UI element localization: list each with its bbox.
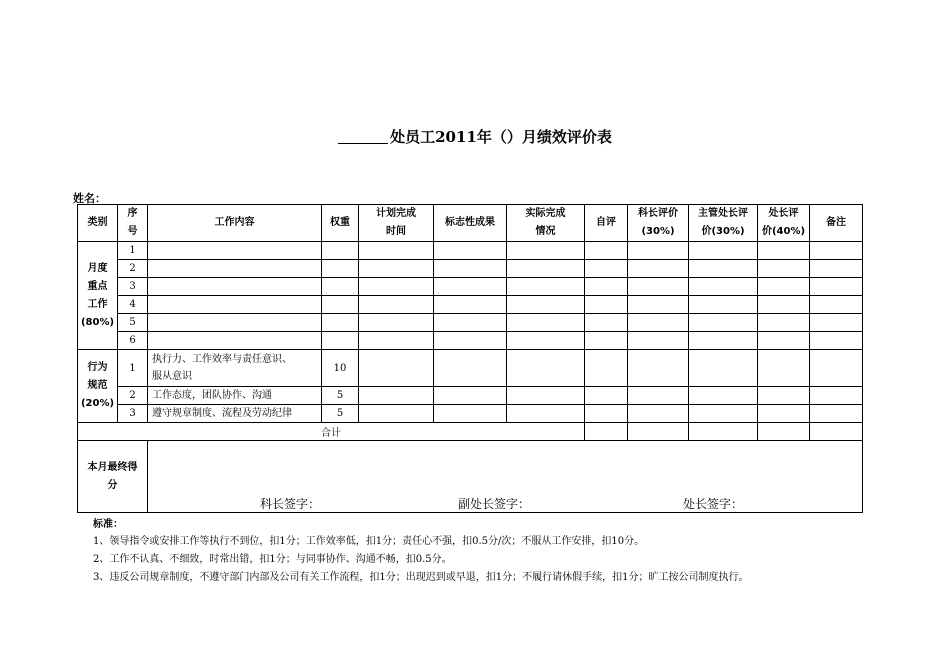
weight-cell[interactable]: [322, 332, 359, 350]
monthly-category: 月度 重点 工作 (80%): [78, 242, 118, 350]
weight-cell[interactable]: [322, 278, 359, 296]
deputy-total[interactable]: [689, 423, 758, 441]
signature-area: [148, 441, 863, 513]
total-label: 合计: [78, 423, 585, 441]
result-cell[interactable]: [434, 314, 507, 332]
remark-total[interactable]: [810, 423, 863, 441]
content-cell[interactable]: [148, 278, 322, 296]
table-row: [78, 278, 863, 296]
actual-cell[interactable]: [507, 296, 585, 314]
result-cell[interactable]: [434, 350, 507, 387]
director-cell[interactable]: [758, 332, 810, 350]
section-chief-cell[interactable]: [628, 260, 689, 278]
weight-value: 5: [322, 387, 359, 405]
header-director: 处长评 价(40%): [758, 205, 810, 242]
result-cell[interactable]: [434, 387, 507, 405]
header-self: 自评: [585, 205, 628, 242]
plan-cell[interactable]: [359, 260, 434, 278]
header-actual: 实际完成 情况: [507, 205, 585, 242]
header-seq: 序 号: [118, 205, 148, 242]
deputy-cell[interactable]: [689, 387, 758, 405]
self-cell[interactable]: [585, 260, 628, 278]
section-chief-cell[interactable]: [628, 296, 689, 314]
plan-cell[interactable]: [359, 278, 434, 296]
row-seq: 6: [118, 332, 148, 350]
director-cell[interactable]: [758, 260, 810, 278]
actual-cell[interactable]: [507, 278, 585, 296]
remark-cell[interactable]: [810, 332, 863, 350]
header-weight: 权重: [322, 205, 359, 242]
signature-container: [148, 442, 862, 512]
form-title: [0, 126, 950, 147]
self-cell[interactable]: [585, 242, 628, 260]
remark-cell[interactable]: [810, 387, 863, 405]
section-chief-cell[interactable]: [628, 350, 689, 387]
director-cell[interactable]: [758, 405, 810, 423]
director-cell[interactable]: [758, 350, 810, 387]
evaluation-table: [77, 204, 863, 513]
section-chief-cell[interactable]: [628, 387, 689, 405]
table-row: [78, 350, 863, 387]
deputy-cell[interactable]: [689, 314, 758, 332]
table-row: [78, 332, 863, 350]
table-row: [78, 242, 863, 260]
row-seq: 1: [118, 350, 148, 387]
self-cell[interactable]: [585, 296, 628, 314]
director-cell[interactable]: [758, 242, 810, 260]
row-seq: 2: [118, 387, 148, 405]
remark-cell[interactable]: [810, 296, 863, 314]
section-chief-cell[interactable]: [628, 314, 689, 332]
table-row: [78, 387, 863, 405]
actual-cell[interactable]: [507, 387, 585, 405]
plan-cell[interactable]: [359, 332, 434, 350]
actual-cell[interactable]: [507, 314, 585, 332]
deputy-signature[interactable]: 副处长签字：: [458, 496, 531, 511]
remark-cell[interactable]: [810, 405, 863, 423]
deputy-cell[interactable]: [689, 296, 758, 314]
content-cell[interactable]: [148, 242, 322, 260]
header-section-chief: 科长评价 (30%): [628, 205, 689, 242]
director-signature[interactable]: 处长签字：: [683, 496, 744, 511]
row-seq: 5: [118, 314, 148, 332]
plan-cell[interactable]: [359, 387, 434, 405]
director-cell[interactable]: [758, 387, 810, 405]
weight-cell[interactable]: [322, 242, 359, 260]
result-cell[interactable]: [434, 278, 507, 296]
name-label: 姓名：: [73, 192, 106, 205]
behavior-content: 工作态度，团队协作、沟通: [148, 387, 322, 405]
remark-cell[interactable]: [810, 278, 863, 296]
weight-cell[interactable]: [322, 260, 359, 278]
header-plan: 计划完成 时间: [359, 205, 434, 242]
deputy-cell[interactable]: [689, 278, 758, 296]
deputy-cell[interactable]: [689, 332, 758, 350]
form-title-text: 处员工2011年（）月绩效评价表: [390, 128, 612, 146]
section-chief-signature[interactable]: 科长签字：: [260, 496, 321, 511]
row-seq: 3: [118, 405, 148, 423]
table-row: [78, 260, 863, 278]
remark-cell[interactable]: [810, 242, 863, 260]
self-cell[interactable]: [585, 314, 628, 332]
row-seq: 4: [118, 296, 148, 314]
header-remark: 备注: [810, 205, 863, 242]
section-chief-cell[interactable]: [628, 242, 689, 260]
section-chief-cell[interactable]: [628, 278, 689, 296]
result-cell[interactable]: [434, 332, 507, 350]
section-chief-cell[interactable]: [628, 332, 689, 350]
header-category: 类别: [78, 205, 118, 242]
actual-cell[interactable]: [507, 405, 585, 423]
director-total[interactable]: [758, 423, 810, 441]
deputy-cell[interactable]: [689, 260, 758, 278]
director-cell[interactable]: [758, 278, 810, 296]
content-cell[interactable]: [148, 314, 322, 332]
deputy-cell[interactable]: [689, 405, 758, 423]
header-content: 工作内容: [148, 205, 322, 242]
weight-cell[interactable]: [322, 314, 359, 332]
weight-value: 10: [322, 350, 359, 387]
remark-cell[interactable]: [810, 350, 863, 387]
section-chief-cell[interactable]: [628, 405, 689, 423]
row-seq: 1: [118, 242, 148, 260]
result-cell[interactable]: [434, 296, 507, 314]
standard-item: 1、领导指令或安排工作等执行不到位，扣1分；工作效率低，扣1分；责任心不强，扣0.5分/次；不服从工作安排，扣10分。: [93, 536, 645, 547]
content-cell[interactable]: [148, 260, 322, 278]
header-deputy: 主管处长评 价(30%): [689, 205, 758, 242]
plan-cell[interactable]: [359, 296, 434, 314]
final-score-row: [78, 441, 863, 513]
plan-cell[interactable]: [359, 405, 434, 423]
result-cell[interactable]: [434, 405, 507, 423]
plan-cell[interactable]: [359, 314, 434, 332]
table-row: [78, 405, 863, 423]
remark-cell[interactable]: [810, 260, 863, 278]
behavior-content: 执行力、工作效率与责任意识、 服从意识: [148, 350, 322, 387]
row-seq: 2: [118, 260, 148, 278]
content-cell[interactable]: [148, 296, 322, 314]
final-score-label: 本月最终得 分: [78, 441, 148, 513]
standard-item: 2、工作不认真、不细致，时常出错，扣1分；与同事协作、沟通不畅，扣0.5分。: [93, 554, 452, 565]
behavior-content: 遵守规章制度、流程及劳动纪律: [148, 405, 322, 423]
section-chief-total[interactable]: [628, 423, 689, 441]
actual-cell[interactable]: [507, 350, 585, 387]
self-cell[interactable]: [585, 387, 628, 405]
plan-cell[interactable]: [359, 242, 434, 260]
remark-cell[interactable]: [810, 314, 863, 332]
director-cell[interactable]: [758, 314, 810, 332]
director-cell[interactable]: [758, 296, 810, 314]
plan-cell[interactable]: [359, 350, 434, 387]
deputy-cell[interactable]: [689, 242, 758, 260]
table-row: [78, 314, 863, 332]
actual-cell[interactable]: [507, 332, 585, 350]
department-blank: [338, 129, 388, 144]
self-total[interactable]: [585, 423, 628, 441]
weight-cell[interactable]: [322, 296, 359, 314]
actual-cell[interactable]: [507, 260, 585, 278]
row-seq: 3: [118, 278, 148, 296]
self-cell[interactable]: [585, 332, 628, 350]
total-row: [78, 423, 863, 441]
result-cell[interactable]: [434, 260, 507, 278]
table-row: [78, 296, 863, 314]
self-cell[interactable]: [585, 350, 628, 387]
standards-title: 标准：: [93, 519, 123, 530]
header-row: [78, 205, 863, 242]
self-cell[interactable]: [585, 405, 628, 423]
content-cell[interactable]: [148, 332, 322, 350]
header-result: 标志性成果: [434, 205, 507, 242]
standard-item: 3、违反公司规章制度，不遵守部门内部及公司有关工作流程，扣1分；出现迟到或早退，扣1分；不履行请休假手续，扣1分；旷工按公司制度执行。: [93, 572, 749, 583]
behavior-category: 行为 规范 (20%): [78, 350, 118, 423]
actual-cell[interactable]: [507, 242, 585, 260]
deputy-cell[interactable]: [689, 350, 758, 387]
result-cell[interactable]: [434, 242, 507, 260]
weight-value: 5: [322, 405, 359, 423]
self-cell[interactable]: [585, 278, 628, 296]
